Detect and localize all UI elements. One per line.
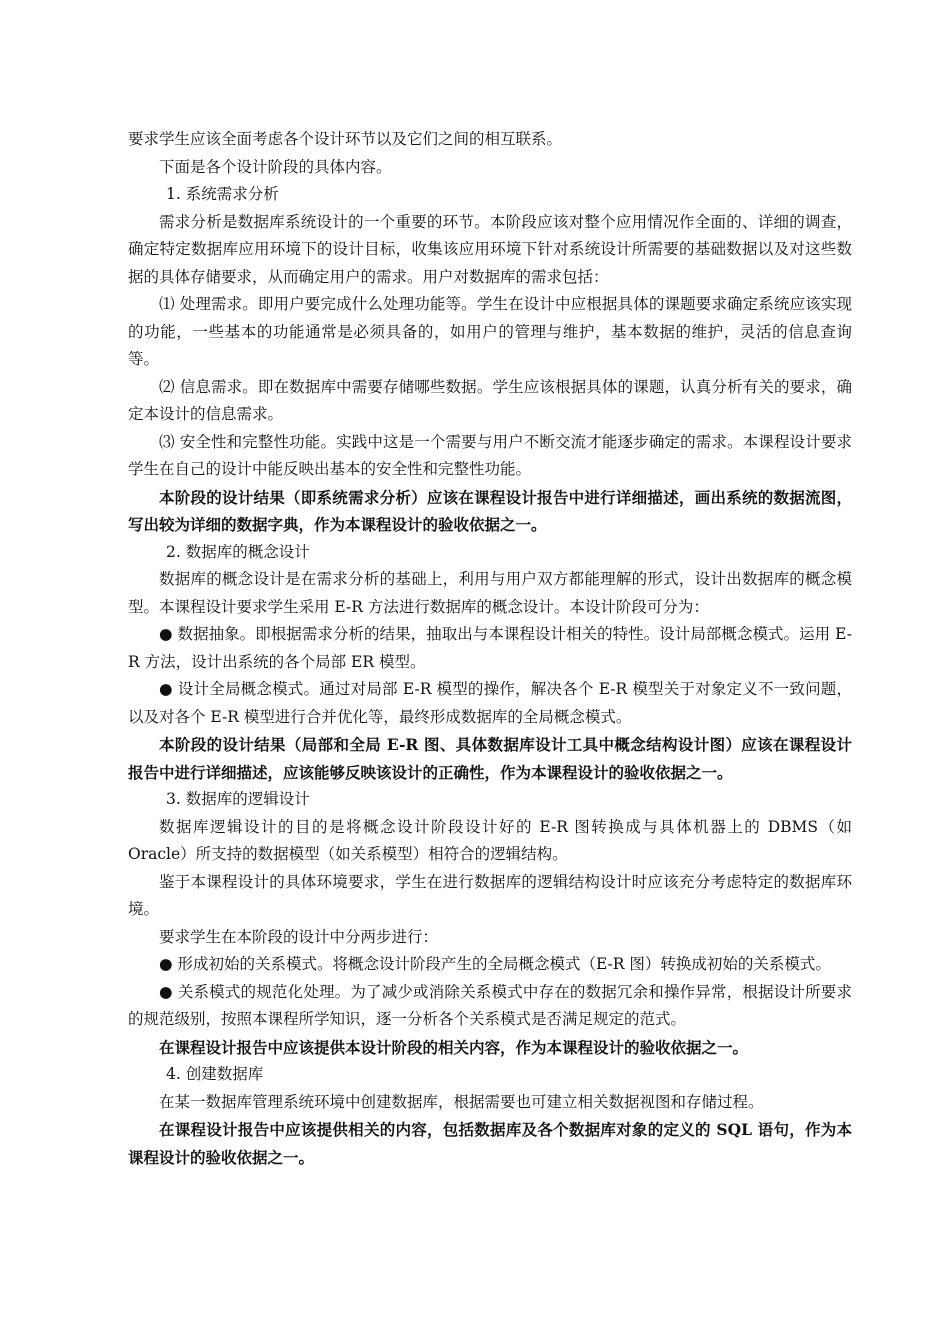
section-heading-2: 2. 数据库的概念设计 bbox=[166, 542, 310, 561]
list-item-global-schema: ● 设计全局概念模式。通过对局部 E-R 模型的操作，解决各个 E-R 模型关于对象定义不一致问题，以及对各个 E-R 模型进行合并优化等，最终形成数据库的全局概念模式。 bbox=[128, 680, 852, 726]
section-heading-3: 3. 数据库的逻辑设计 bbox=[166, 790, 310, 808]
paragraph-deliverable-4: 在课程设计报告中应该提供相关的内容，包括数据库及各个数据库对象的定义的 SQL 语句，作为本课程设计的验收依据之一。 bbox=[128, 1120, 852, 1167]
list-item-information: ⑵ 信息需求。即在数据库中需要存储哪些数据。学生应该根据具体的课题，认真分析有关的要求，确定本设计的信息需求。 bbox=[128, 377, 852, 423]
paragraph-requirements: 需求分析是数据库系统设计的一个重要的环节。本阶段应该对整个应用情况作全面的、详细的调查，确定特定数据库应用环境下的设计目标，收集该应用环境下针对系统设计所需要的基础数据以及对这些数据的具体存储要求，从而确定用户的需求。用户对数据库的需求包括： bbox=[128, 212, 852, 286]
document-page bbox=[128, 126, 852, 1171]
paragraph-deliverable-2: 本阶段的设计结果（局部和全局 E-R 图、具体数据库设计工具中概念结构设计图）应该在课程设计报告中进行详细描述，应该能够反映该设计的正确性，作为本课程设计的验收依据之一。 bbox=[128, 735, 852, 782]
paragraph-overview: 下面是各个设计阶段的具体内容。 bbox=[159, 157, 392, 176]
paragraph-intro: 要求学生应该全面考虑各个设计环节以及它们之间的相互联系。 bbox=[128, 130, 563, 148]
list-item-initial-relations: ● 形成初始的关系模式。将概念设计阶段产生的全局概念模式（E-R 图）转换成初始的关系模式。 bbox=[159, 955, 831, 973]
list-item-normalization: ● 关系模式的规范化处理。为了减少或消除关系模式中存在的数据冗余和操作异常，根据设计所要求的规范级别，按照本课程所学知识，逐一分析各个关系模式是否满足规定的范式。 bbox=[128, 982, 852, 1028]
paragraph-logical: 数据库逻辑设计的目的是将概念设计阶段设计好的 E-R 图转换成与具体机器上的 DBMS（如 Oracle）所支持的数据模型（如关系模型）相符合的逻辑结构。 bbox=[128, 817, 852, 863]
paragraph-deliverable-3: 在课程设计报告中应该提供本设计阶段的相关内容，作为本课程设计的验收依据之一。 bbox=[159, 1037, 749, 1057]
paragraph-two-steps: 要求学生在本阶段的设计中分两步进行： bbox=[159, 927, 439, 946]
paragraph-concept: 数据库的概念设计是在需求分析的基础上，利用与用户双方都能理解的形式，设计出数据库的概念模型。本课程设计要求学生采用 E-R 方法进行数据库的概念设计。本设计阶段可分为： bbox=[128, 570, 852, 616]
list-item-processing: ⑴ 处理需求。即用户要完成什么处理功能等。学生在设计中应根据具体的课题要求确定系统应该实现的功能，一些基本的功能通常是必须具备的，如用户的管理与维护，基本数据的维护，灵活的信息查询等。 bbox=[128, 295, 852, 368]
section-heading-1: 1. 系统需求分析 bbox=[166, 185, 279, 203]
list-item-abstraction: ● 数据抽象。即根据需求分析的结果，抽取出与本课程设计相关的特性。设计局部概念模式。运用 E-R 方法，设计出系统的各个局部 ER 模型。 bbox=[128, 625, 852, 671]
section-heading-4: 4. 创建数据库 bbox=[166, 1065, 264, 1083]
paragraph-deliverable-1: 本阶段的设计结果（即系统需求分析）应该在课程设计报告中进行详细描述，画出系统的数据流图，写出较为详细的数据字典，作为本课程设计的验收依据之一。 bbox=[128, 487, 852, 534]
paragraph-create-db: 在某一数据库管理系统环境中创建数据库，根据需要也可建立相关数据视图和存储过程。 bbox=[159, 1092, 764, 1111]
list-item-security: ⑶ 安全性和完整性功能。实践中这是一个需要与用户不断交流才能逐步确定的需求。本课程设计要求学生在自己的设计中能反映出基本的安全性和完整性功能。 bbox=[128, 432, 852, 478]
paragraph-environment: 鉴于本课程设计的具体环境要求，学生在进行数据库的逻辑结构设计时应该充分考虑特定的数据库环境。 bbox=[128, 872, 852, 918]
